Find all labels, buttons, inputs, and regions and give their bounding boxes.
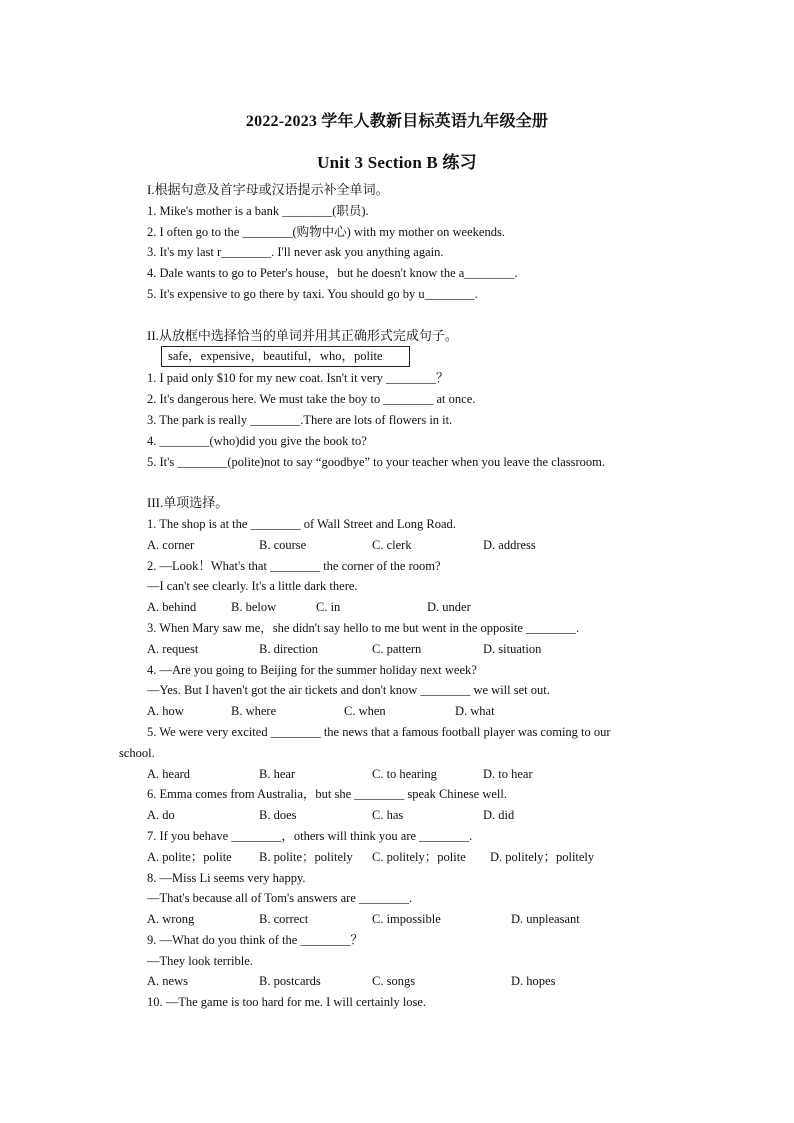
option-d: D. situation — [483, 641, 542, 656]
option-a: A. wrong — [147, 912, 195, 927]
question-options — [147, 909, 687, 930]
document-title: 2022-2023 学年人教新目标英语九年级全册 — [245, 113, 549, 130]
section-1-item: 2. I often go to the ________(购物中心) with my mother on weekends. — [147, 224, 505, 239]
question-reply: —Yes. But I haven't got the air tickets and don't know ________ we will set out. — [147, 683, 550, 698]
question-stem: 9. —What do you think of the ________？ — [147, 932, 363, 947]
option-a: A. news — [147, 974, 188, 989]
question-options — [147, 701, 687, 722]
option-b: B. course — [259, 537, 307, 552]
option-b: B. where — [231, 704, 277, 719]
section-2-item: 2. It's dangerous here. We must take the boy to ________ at once. — [147, 392, 476, 407]
option-d: D. what — [455, 704, 495, 719]
option-d: D. did — [483, 808, 515, 823]
option-b: B. below — [231, 600, 277, 615]
option-a: A. polite；polite — [147, 849, 232, 864]
option-d: D. hopes — [511, 974, 556, 989]
option-c: C. songs — [372, 974, 416, 989]
section-1-item: 1. Mike's mother is a bank ________(职员). — [147, 203, 369, 218]
question-reply: —That's because all of Tom's answers are ________. — [147, 891, 413, 906]
section-1-item: 4. Dale wants to go to Peter's house，but he doesn't know the a________. — [147, 266, 518, 281]
option-d: D. unpleasant — [511, 912, 580, 927]
question-stem: 7. If you behave ________，others will think you are ________. — [147, 828, 473, 843]
option-c: C. has — [372, 808, 404, 823]
option-c: C. to hearing — [372, 766, 437, 781]
section-2-heading: II.从放框中选择恰当的单词并用其正确形式完成句子。 — [147, 327, 458, 343]
option-b: B. polite；politely — [259, 849, 353, 864]
section-2-item: 1. I paid only $10 for my new coat. Isn't it very ________？ — [147, 371, 449, 386]
question-options — [147, 535, 687, 556]
option-d: D. address — [483, 537, 536, 552]
section-1-item: 5. It's expensive to go there by taxi. You should go by u________. — [147, 286, 478, 301]
question-stem: 3. When Mary saw me，she didn't say hello to me but went in the opposite ________. — [147, 620, 580, 635]
option-a: A. how — [147, 704, 184, 719]
option-a: A. corner — [147, 537, 195, 552]
question-options — [147, 805, 687, 826]
option-b: B. correct — [259, 912, 309, 927]
option-c: C. when — [344, 704, 386, 719]
question-options — [147, 764, 687, 785]
option-a: A. do — [147, 808, 175, 823]
option-c: C. clerk — [372, 537, 412, 552]
question-stem: 1. The shop is at the ________ of Wall Street and Long Road. — [147, 516, 456, 531]
option-d: D. to hear — [483, 766, 533, 781]
section-2-item: 5. It's ________(polite)not to say “goodbye” to your teacher when you leave the classroom. — [147, 454, 606, 469]
option-b: B. postcards — [259, 974, 321, 989]
option-c: C. politely；polite — [372, 849, 466, 864]
question-options — [147, 847, 687, 868]
option-a: A. heard — [147, 766, 191, 781]
question-stem: 6. Emma comes from Australia，but she ________ speak Chinese well. — [147, 787, 508, 802]
question-stem-continuation: school. — [119, 745, 155, 760]
section-1-heading: I.根据句意及首字母或汉语提示补全单词。 — [147, 182, 389, 197]
question-stem: 8. —Miss Li seems very happy. — [147, 870, 306, 885]
option-b: B. direction — [259, 641, 319, 656]
option-c: C. in — [316, 600, 341, 615]
option-d: D. politely；politely — [490, 849, 595, 864]
worksheet-content — [119, 180, 687, 1013]
option-a: A. behind — [147, 600, 197, 615]
question-reply: —I can't see clearly. It's a little dark there. — [147, 579, 358, 594]
section-3-heading: III.单项选择。 — [147, 495, 229, 511]
question-stem: 2. —Look！What's that ________ the corner of the room? — [147, 558, 441, 573]
option-c: C. impossible — [372, 912, 441, 927]
option-a: A. request — [147, 641, 199, 656]
option-b: B. does — [259, 808, 297, 823]
question-stem: 4. —Are you going to Beijing for the summer holiday next week? — [147, 662, 477, 677]
question-reply: —They look terrible. — [147, 953, 253, 968]
question-options — [147, 639, 687, 660]
question-options — [147, 971, 687, 992]
document-subtitle: Unit 3 Section B 练习 — [317, 153, 477, 172]
question-options — [147, 597, 687, 618]
option-b: B. hear — [259, 766, 296, 781]
section-2-item: 3. The park is really ________.There are lots of flowers in it. — [147, 412, 453, 427]
section-1-item: 3. It's my last r________. I'll never ask you anything again. — [147, 245, 444, 260]
section-2-item: 4. ________(who)did you give the book to? — [147, 433, 367, 448]
question-stem: 5. We were very excited ________ the news that a famous football player was coming to our — [147, 724, 611, 739]
word-box-row — [147, 346, 687, 368]
option-c: C. pattern — [372, 641, 422, 656]
question-stem: 10. —The game is too hard for me. I will certainly lose. — [147, 995, 427, 1010]
word-box: safe，expensive，beautiful，who，polite — [161, 346, 410, 367]
option-d: D. under — [427, 600, 471, 615]
